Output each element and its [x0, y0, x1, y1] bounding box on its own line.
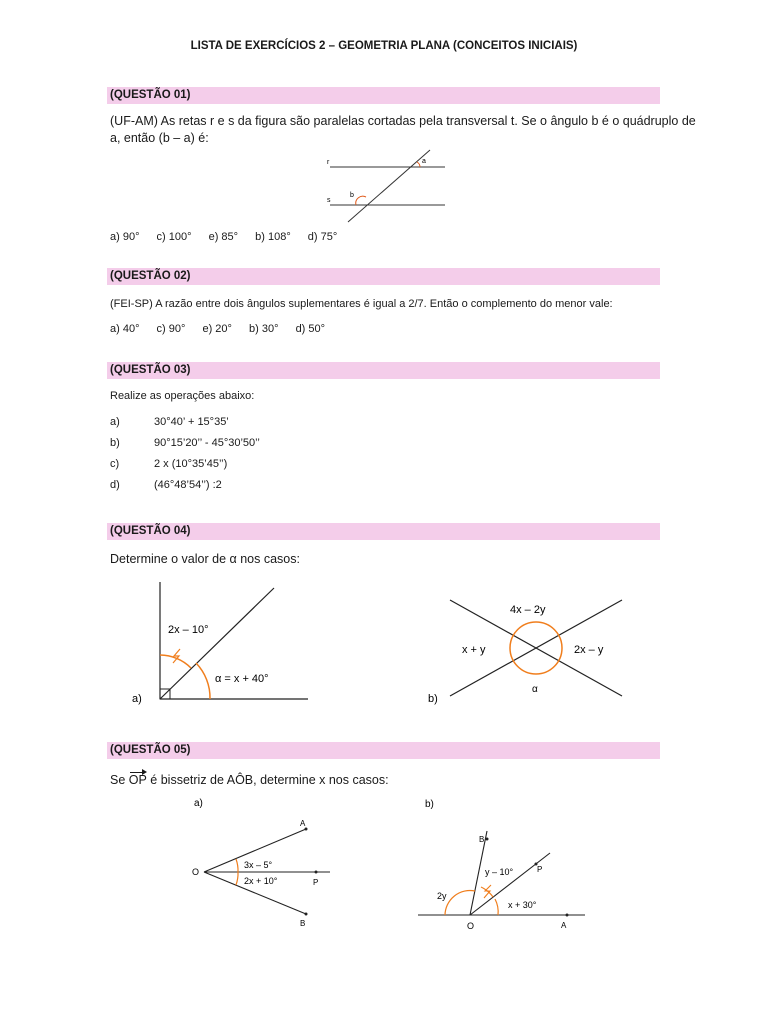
q2-options — [110, 323, 339, 335]
angle-top-expression: 2x – 10° — [168, 624, 209, 636]
figure-b-label: b) — [425, 799, 434, 810]
right-angle-expression: 2x – y — [574, 644, 604, 656]
point-b-label: B — [479, 835, 485, 844]
question-05-header: (QUESTÃO 05) — [107, 742, 660, 759]
option: e) 20° — [202, 323, 232, 335]
angle-b-label: b — [350, 192, 354, 199]
q2-statement: (FEI-SP) A razão entre dois ângulos suplementares é igual a 2/7. Então o complemento do menor vale: — [110, 298, 613, 310]
q3-statement: Realize as operações abaixo: — [110, 390, 255, 402]
vertex-o-label: O — [467, 921, 475, 931]
left-angle-expression: x + y — [462, 644, 486, 656]
operation-item — [110, 433, 260, 454]
op-vector-label: OP — [128, 773, 147, 787]
question-03-header: (QUESTÃO 03) — [107, 362, 660, 379]
alpha-label: α — [532, 684, 538, 695]
q1-options — [110, 231, 351, 243]
operation-expression: (46°48’54’’) :2 — [154, 479, 222, 491]
option: e) 85° — [208, 231, 239, 243]
q1-statement-line1: (UF-AM) As retas r e s da figura são paralelas cortadas pela transversal t. Se o ângulo b é o quádruplo de — [110, 114, 696, 128]
operation-label: d) — [110, 479, 120, 491]
option: c) 100° — [156, 231, 192, 243]
top-angle-expression: 4x – 2y — [510, 604, 546, 616]
option: b) 30° — [249, 323, 279, 335]
option: c) 90° — [156, 323, 186, 335]
q5-text-post: é bissetriz de AÔB, determine x nos casos: — [146, 773, 389, 787]
option: b) 108° — [255, 231, 291, 243]
operation-item — [110, 454, 260, 475]
question-04-header: (QUESTÃO 04) — [107, 523, 660, 540]
q5-figure-b — [415, 795, 590, 935]
angle-a-label: a — [422, 158, 426, 165]
point-p-label: P — [313, 878, 319, 887]
alpha-expression: α = x + 40° — [215, 673, 269, 685]
line-s-label: s — [327, 197, 331, 204]
operation-expression: 2 x (10°35’45’’) — [154, 458, 228, 470]
q5-statement — [110, 772, 389, 789]
upper-angle-expression: 3x – 5° — [244, 860, 273, 870]
line-r-label: r — [327, 159, 330, 166]
q1-statement-line2: a, então (b – a) é: — [110, 131, 209, 145]
option: a) 40° — [110, 323, 140, 335]
option: a) 90° — [110, 231, 140, 243]
lower-angle-expression: x + 30° — [508, 900, 537, 910]
operation-expression: 90°15’20’’ - 45°30’50’’ — [154, 437, 260, 449]
operation-item — [110, 475, 260, 496]
q1-parallel-lines-figure — [320, 150, 450, 212]
operation-item — [110, 412, 260, 433]
page-title: LISTA DE EXERCÍCIOS 2 – GEOMETRIA PLANA (CONCEITOS INICIAIS) — [190, 40, 578, 52]
point-a-label: A — [300, 819, 306, 828]
q3-operations-list — [110, 412, 260, 496]
figure-b-label: b) — [428, 693, 438, 705]
option: d) 50° — [295, 323, 326, 335]
option: d) 75° — [307, 231, 338, 243]
point-p-label: P — [537, 865, 543, 874]
q5-figure-a — [190, 795, 340, 935]
operation-expression: 30°40’ + 15°35’ — [154, 416, 229, 428]
q4-statement: Determine o valor de α nos casos: — [110, 552, 300, 566]
q5-text-pre: Se — [110, 773, 129, 787]
middle-angle-expression: y – 10° — [485, 867, 514, 877]
point-a-label: A — [561, 921, 567, 930]
q4-figure-b — [428, 592, 628, 707]
operation-label: a) — [110, 416, 120, 428]
vertex-o-label: O — [192, 867, 200, 877]
point-b-label: B — [300, 919, 306, 928]
operation-label: c) — [110, 458, 120, 470]
question-02-header: (QUESTÃO 02) — [107, 268, 660, 285]
left-angle-expression: 2y — [437, 891, 447, 901]
q4-figure-a — [128, 582, 313, 707]
figure-a-label: a) — [132, 693, 142, 705]
operation-label: b) — [110, 437, 120, 449]
lower-angle-expression: 2x + 10° — [244, 876, 278, 886]
question-01-header: (QUESTÃO 01) — [107, 87, 660, 104]
figure-a-label: a) — [194, 798, 203, 809]
